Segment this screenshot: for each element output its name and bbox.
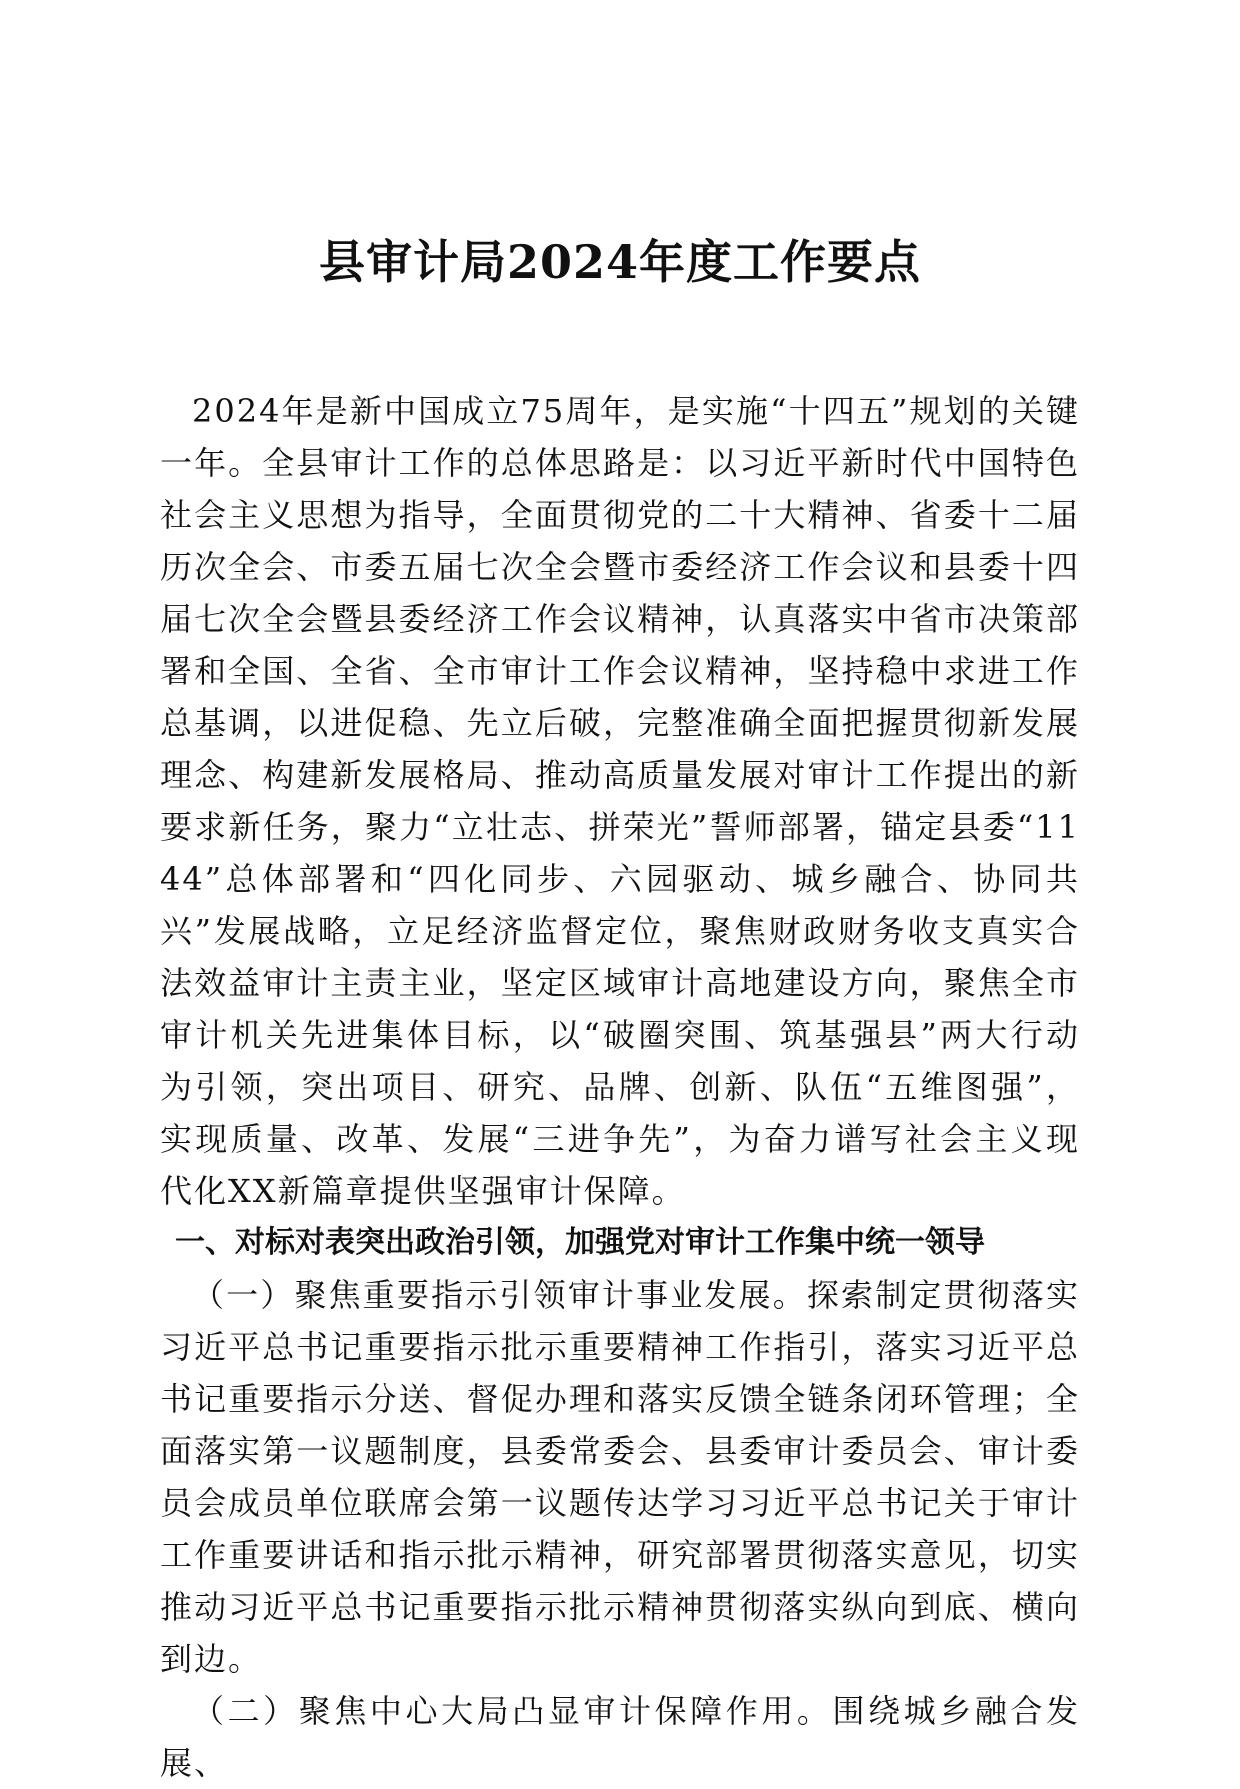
section-1-item-1: （一）聚焦重要指示引领审计事业发展。探索制定贯彻落实习近平总书记重要指示批示重要精神工作指引，落实习近平总书记重要指示分送、督促办理和落实反馈全链条闭环管理；全面落实第一议题制度，县委常委会、县委审计委员会、审计委员会成员单位联席会第一议题传达学习习近平总书记关于审计工作重要讲话和指示批示精神，研究部署贯彻落实意见，切实推动习近平总书记重要指示批示精神贯彻落实纵向到底、横向到边。 xyxy=(160,1276,1080,1678)
document-body xyxy=(160,385,1080,1789)
section-1-heading: 一、对标对表突出政治引领，加强党对审计工作集中统一领导 xyxy=(175,1225,985,1260)
section-1-item-2: （二）聚焦中心大局凸显审计保障作用。围绕城乡融合发展、 xyxy=(160,1692,1080,1782)
intro-paragraph: 2024年是新中国成立75周年，是实施“十四五”规划的关键一年。全县审计工作的总体思路是：以习近平新时代中国特色社会主义思想为指导，全面贯彻党的二十大精神、省委十二届历次全会、市委五届七次全会暨市委经济工作会议和县委十四届七次全会暨县委经济工作会议精神，认真落实中省市决策部署和全国、全省、全市审计工作会议精神，坚持稳中求进工作总基调，以进促稳、先立后破，完整准确全面把握贯彻新发展理念、构建新发展格局、推动高质量发展对审计工作提出的新要求新任务，聚力“立壮志、拼荣光”誓师部署，锚定县委“1144”总体部署和“四化同步、六园驱动、城乡融合、协同共兴”发展战略，立足经济监督定位，聚焦财政财务收支真实合法效益审计主责主业，坚定区域审计高地建设方向，聚焦全市审计机关先进集体目标，以“破圈突围、筑基强县”两大行动为引领，突出项目、研究、品牌、创新、队伍“五维图强”，实现质量、改革、发展“三进争先”，为奋力谱写社会主义现代化XX新篇章提供坚强审计保障。 xyxy=(160,392,1080,1210)
section-1 xyxy=(160,1217,1080,1789)
document-title: 县审计局2024年度工作要点 xyxy=(318,235,922,289)
